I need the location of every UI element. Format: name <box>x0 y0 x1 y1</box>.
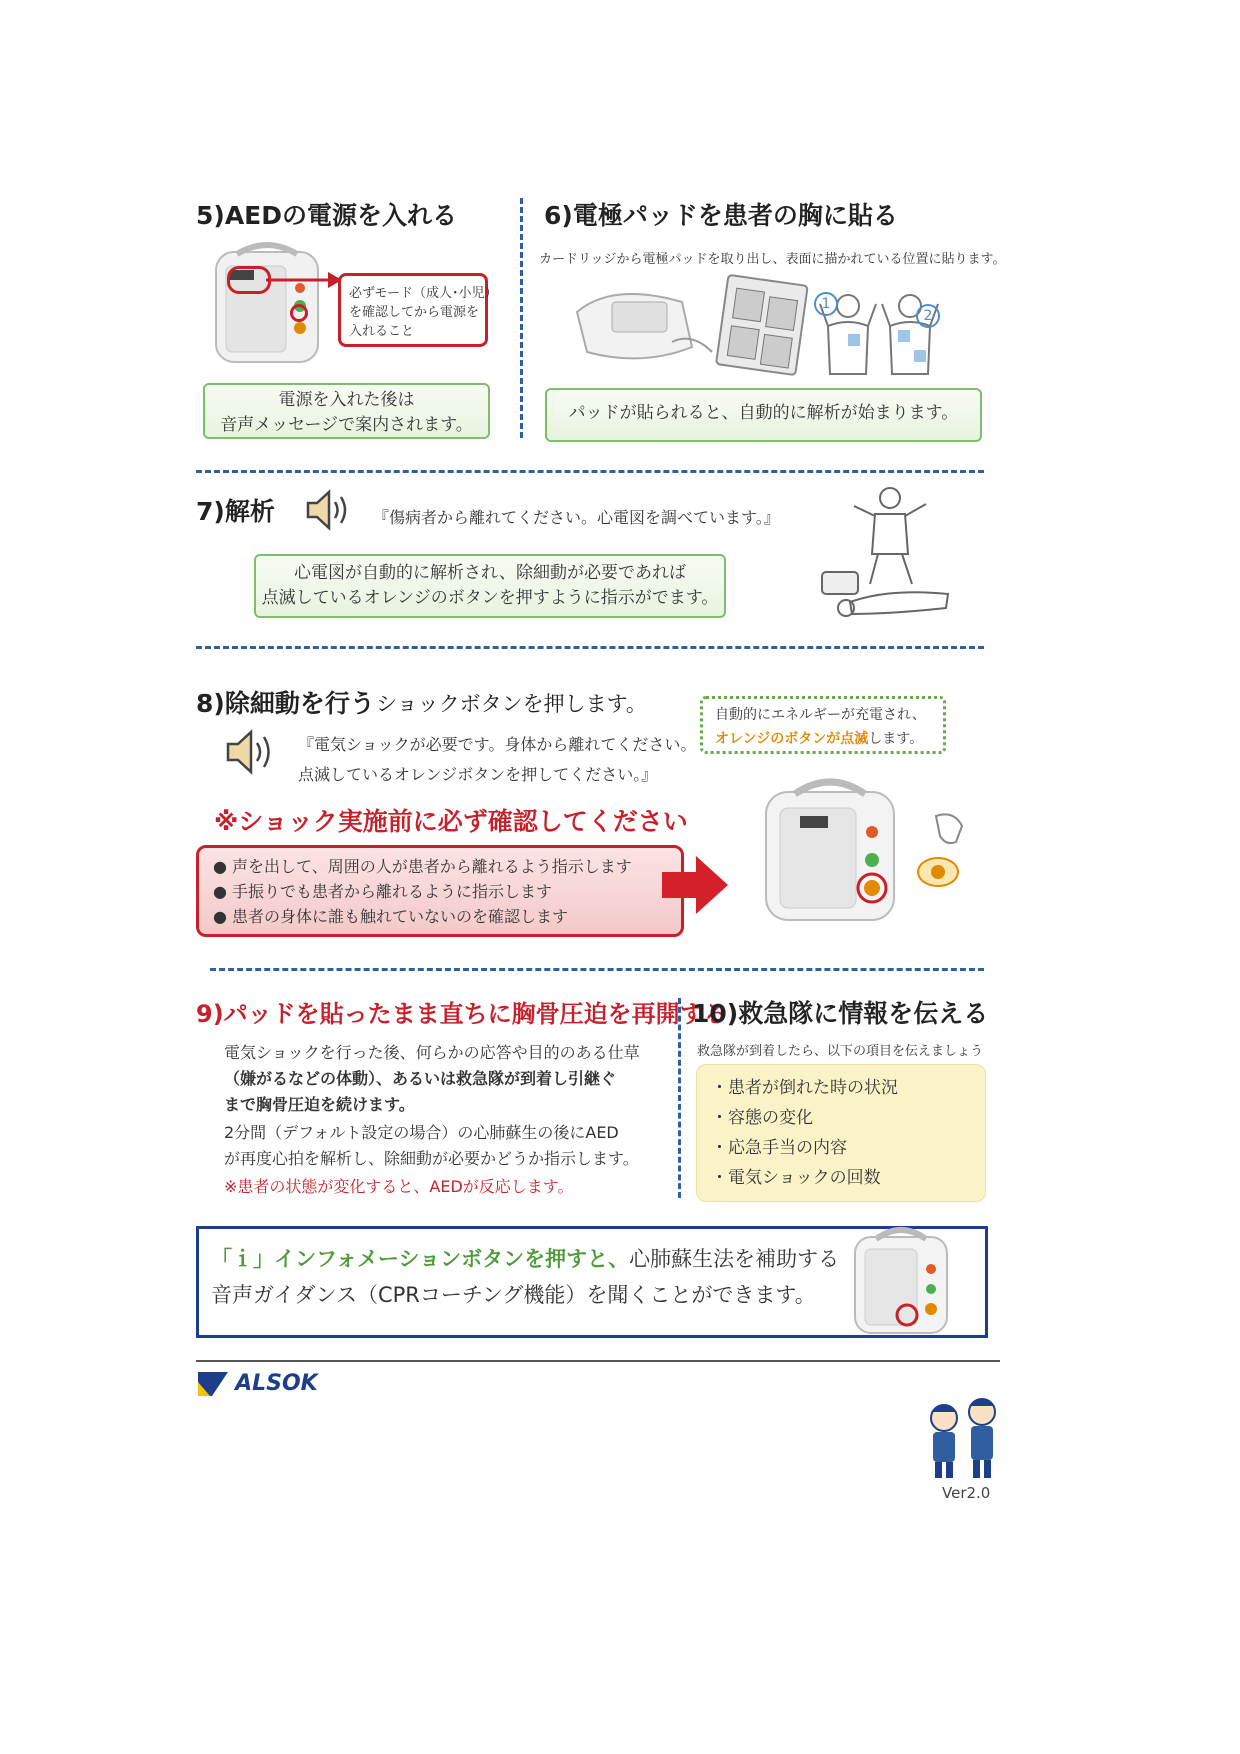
checklist-item-2-text: 手振りでも患者から離れるように指示します <box>232 882 553 901</box>
section9-p2-line-2: が再度心拍を解析し、除細動が必要かどうか指示します。 <box>224 1149 639 1168</box>
checklist-item <box>213 879 667 904</box>
info-line-1 <box>211 1243 839 1273</box>
section9-p1-line-2: （嫌がるなどの体動）、あるいは救急隊が到着し引継ぐ <box>224 1069 617 1088</box>
section7-voice-message: 『傷病者から離れてください。心電図を調べています。』 <box>373 508 780 527</box>
section6-title: 6)電極パッドを患者の胸に貼る <box>544 201 898 230</box>
charging-note-orange-text: オレンジのボタンが点滅 <box>715 731 869 747</box>
speaker-icon <box>305 488 353 532</box>
section10-item-3: ・応急手当の内容 <box>711 1138 847 1158</box>
divider-2 <box>196 646 984 649</box>
info-line-1-rest: 心肺蘇生法を補助する <box>629 1247 840 1271</box>
callout-line-1: 必ずモード（成人･小児） <box>349 286 498 301</box>
section8-voice-message <box>298 730 696 790</box>
section8-title: 8)除細動を行う <box>196 689 375 718</box>
alsok-logo-mark-icon <box>198 1372 228 1396</box>
section9-p1-line-1: 電気ショックを行った後、何らかの応答や目的のある仕草 <box>224 1043 640 1062</box>
pad-placement-figure-2 <box>880 290 940 376</box>
section9-title: 9)パッドを貼ったまま直ちに胸骨圧迫を再開する <box>196 1000 728 1028</box>
callout-arrow-icon <box>262 270 342 320</box>
charging-note-line-2-end: します。 <box>868 731 924 747</box>
section10-item-2: ・容態の変化 <box>711 1108 813 1128</box>
hand-pressing-button-image <box>906 806 974 898</box>
section9-p2-line-1: 2分間（デフォルト設定の場合）の心肺蘇生の後にAED <box>224 1123 619 1142</box>
callout-line-2: を確認してから電源を <box>349 305 480 320</box>
section8-voice-line-1: 『電気ショックが必要です。身体から離れてください。 <box>298 735 697 754</box>
section5-title: 5)AEDの電源を入れる <box>196 201 457 230</box>
version-label: Ver2.0 <box>942 1484 991 1502</box>
pad-cartridge-image <box>572 272 812 377</box>
section5-box-line-2: 音声メッセージで案内されます。 <box>220 415 473 435</box>
section5-box-line-1: 電源を入れた後は <box>278 390 415 410</box>
charging-note-line-1: 自動的にエネルギーが充電され、 <box>715 707 926 723</box>
divider-1 <box>196 470 984 473</box>
section9-note: ※患者の状態が変化すると、AEDが反応します。 <box>224 1177 574 1196</box>
checklist-item <box>213 854 667 879</box>
info-line-2: 音声ガイダンス（CPRコーチング機能）を聞くことができます。 <box>211 1283 816 1307</box>
info-button-box <box>196 1226 988 1338</box>
step-number-1: 1 <box>814 292 838 316</box>
bullet-icon: ● <box>213 907 233 926</box>
section9-p1-line-3: まで胸骨圧迫を続けます。 <box>224 1095 415 1114</box>
section10-title: 10)救急隊に情報を伝える <box>692 999 989 1028</box>
shock-warning-title: ※ショック実施前に必ず確認してください <box>214 807 688 836</box>
section10-item-4: ・電気ショックの回数 <box>711 1168 881 1188</box>
section8-voice-line-2: 点滅しているオレンジボタンを押してください。』 <box>298 765 658 784</box>
section10-description: 救急隊が到着したら、以下の項目を伝えましょう <box>697 1044 984 1059</box>
speaker-icon-2 <box>225 727 277 777</box>
bullet-icon: ● <box>213 882 233 901</box>
checklist-item-1-text: 声を出して、周囲の人が患者から離れるよう指示します <box>232 857 632 876</box>
step-number-2: 2 <box>916 304 940 328</box>
charging-note-box <box>700 696 946 754</box>
section7-info-box <box>254 554 726 618</box>
section9-paragraph-1 <box>224 1040 640 1118</box>
section7-box-line-2: 点滅しているオレンジのボタンを押すように指示がでます。 <box>261 588 719 608</box>
alsok-logo-text: ALSOK <box>235 1371 318 1396</box>
bullet-icon: ● <box>213 857 233 876</box>
checklist-item-3-text: 患者の身体に誰も触れていないのを確認します <box>232 907 569 926</box>
alsok-logo <box>198 1372 318 1396</box>
mascot-characters-image <box>926 1396 1002 1482</box>
section7-box-line-1: 心電図が自動的に解析され、除細動が必要であれば <box>293 563 687 583</box>
section6-info-box: パッドが貼られると、自動的に解析が始まります。 <box>545 388 982 442</box>
section5-info-box <box>203 383 490 439</box>
aed-shock-button-image <box>760 772 900 924</box>
mode-callout-box <box>338 273 498 347</box>
divider-3 <box>210 968 984 971</box>
section10-items-box <box>696 1064 986 1202</box>
footer-rule <box>196 1360 1000 1362</box>
section10-item-1: ・患者が倒れた時の状況 <box>711 1078 898 1098</box>
callout-line-3: 入れること <box>349 324 415 339</box>
arrow-right-icon <box>662 856 728 914</box>
section7-title: 7)解析 <box>196 497 275 526</box>
section6-description: カードリッジから電極パッドを取り出し、表面に描かれている位置に貼ります。 <box>539 252 1006 267</box>
shock-checklist-box <box>196 845 684 937</box>
rescuer-and-patient-image <box>820 484 950 624</box>
info-line-1-green: 「ｉ」インフォメーションボタンを押すと、 <box>211 1247 630 1271</box>
section9-paragraph-2 <box>224 1120 639 1172</box>
checklist-item <box>213 904 667 929</box>
section8-subtitle: ショックボタンを押します。 <box>376 692 647 716</box>
aed-info-button-image <box>851 1221 951 1337</box>
divider-vertical-top <box>520 198 523 438</box>
divider-vertical-bottom <box>678 998 681 1198</box>
